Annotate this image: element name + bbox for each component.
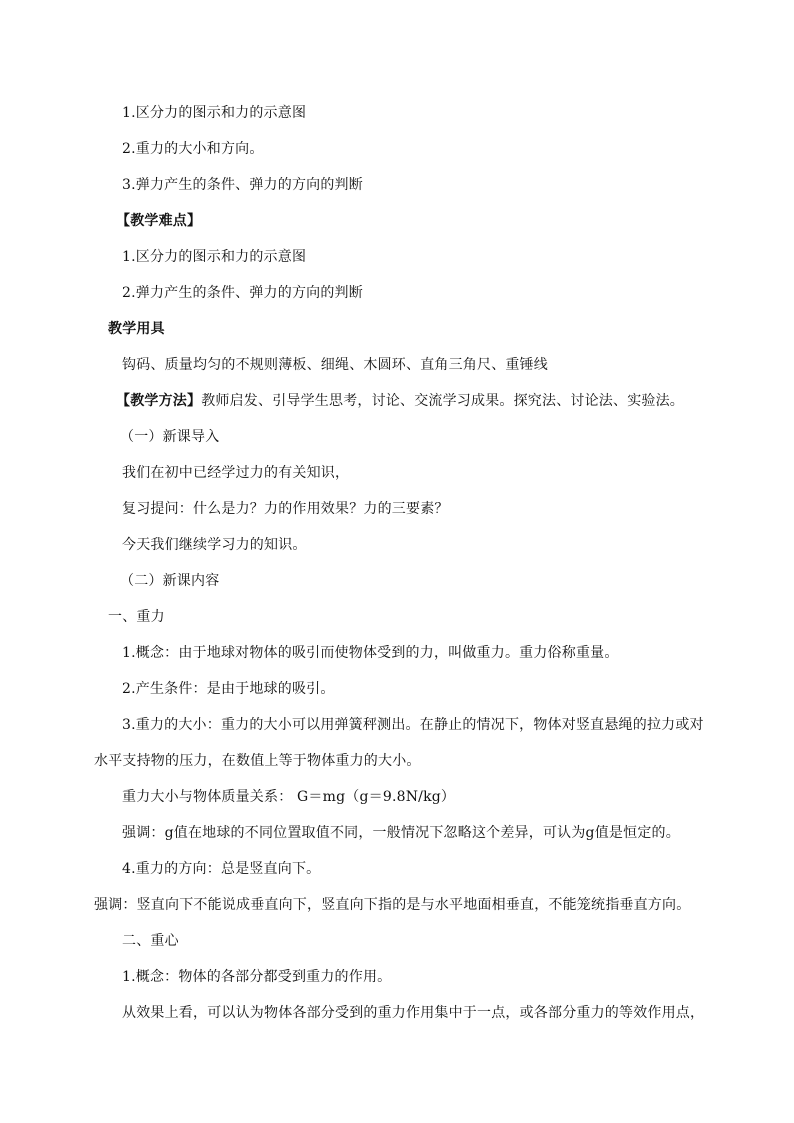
- teaching-methods-line: [116, 392, 684, 410]
- text-line-22: 4.重力的方向：总是竖直向下。: [122, 861, 321, 877]
- text-line-6: 2.弹力产生的条件、弹力的方向的判断: [122, 285, 363, 301]
- text-line-2: 2.重力的大小和方向。: [122, 141, 264, 157]
- text-line-18: 3.重力的大小：重力的大小可以用弹簧秤测出。在静止的情况下，物体对竖直悬绳的拉力或对: [122, 717, 704, 733]
- text-line-11: 我们在初中已经学过力的有关知识，: [122, 465, 350, 481]
- text-line-12: 复习提问：什么是力？力的作用效果？力的三要素？: [122, 501, 449, 517]
- text-line-16: 1.概念：由于地球对物体的吸引而使物体受到的力，叫做重力。重力俗称重量。: [122, 645, 619, 661]
- section-heading-teaching-aids: 教学用具: [108, 321, 165, 337]
- text-line-20: 重力大小与物体质量关系： G＝mg（g＝9.8N/kg）: [122, 789, 456, 805]
- section-heading-teaching-methods: 【教学方法】: [116, 393, 202, 409]
- text-line-23: 强调：竖直向下不能说成垂直向下，竖直向下指的是与水平地面相垂直，不能笼统指垂直方向。: [94, 897, 691, 913]
- text-line-1: 1.区分力的图示和力的示意图: [122, 105, 307, 121]
- text-line-3: 3.弹力产生的条件、弹力的方向的判断: [122, 177, 363, 193]
- text-line-8: 钩码、质量均匀的不规则薄板、细绳、木圆环、直角三角尺、重锤线: [122, 357, 548, 373]
- teaching-methods-text: 教师启发、引导学生思考，讨论、交流学习成果。探究法、讨论法、实验法。: [201, 393, 685, 409]
- text-line-17: 2.产生条件：是由于地球的吸引。: [122, 681, 335, 697]
- text-line-25: 1.概念：物体的各部分都受到重力的作用。: [122, 969, 392, 985]
- text-line-13: 今天我们继续学习力的知识。: [122, 537, 307, 553]
- heading-gravity: 一、重力: [108, 609, 165, 625]
- text-line-19: 水平支持物的压力，在数值上等于物体重力的大小。: [94, 753, 421, 769]
- heading-center-of-gravity: 二、重心: [122, 933, 179, 949]
- text-line-10: （一）新课导入: [120, 429, 220, 445]
- text-line-21: 强调：g值在地球的不同位置取值不同，一般情况下忽略这个差异，可认为g值是恒定的。: [122, 825, 680, 841]
- text-line-14: （二）新课内容: [120, 573, 220, 589]
- text-line-26: 从效果上看，可以认为物体各部分受到的重力作用集中于一点，或各部分重力的等效作用点，: [122, 1005, 705, 1021]
- text-line-5: 1.区分力的图示和力的示意图: [122, 249, 307, 265]
- section-heading-teaching-difficulties: 【教学难点】: [116, 213, 202, 229]
